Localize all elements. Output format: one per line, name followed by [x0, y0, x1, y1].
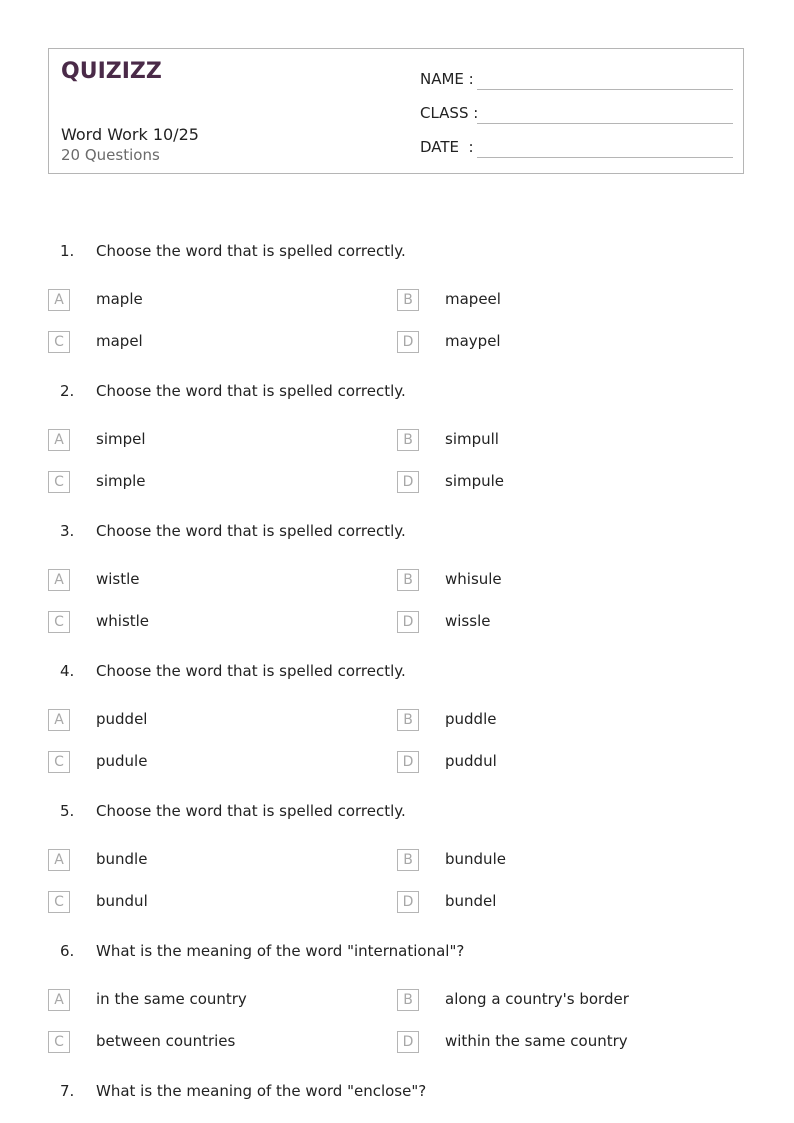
class-line: [477, 123, 733, 124]
option-d-text: puddul: [445, 752, 497, 770]
question-text: Choose the word that is spelled correctly.: [96, 662, 406, 680]
option-c-text: whistle: [96, 612, 150, 630]
name-field: [420, 66, 733, 90]
option-a-box[interactable]: A: [48, 569, 70, 591]
option-b-box[interactable]: B: [397, 709, 419, 731]
option-c-box[interactable]: C: [48, 471, 70, 493]
question-text: Choose the word that is spelled correctly.: [96, 382, 406, 400]
option-d-box[interactable]: D: [397, 751, 419, 773]
class-label: CLASS :: [420, 104, 479, 122]
option-d-text: maypel: [445, 332, 501, 350]
question-number: 7.: [60, 1082, 75, 1100]
option-c-text: simple: [96, 472, 146, 490]
option-c-box[interactable]: C: [48, 331, 70, 353]
option-a-text: maple: [96, 290, 143, 308]
option-a-box[interactable]: A: [48, 289, 70, 311]
question-text: Choose the word that is spelled correctly.: [96, 802, 406, 820]
option-b-text: whisule: [445, 570, 502, 588]
option-d-text: wissle: [445, 612, 491, 630]
option-a-text: simpel: [96, 430, 146, 448]
option-c-text: mapel: [96, 332, 143, 350]
option-a-text: bundle: [96, 850, 148, 868]
option-d-box[interactable]: D: [397, 891, 419, 913]
option-c-text: between countries: [96, 1032, 236, 1050]
option-b-box[interactable]: B: [397, 849, 419, 871]
option-b-box[interactable]: B: [397, 289, 419, 311]
option-c-box[interactable]: C: [48, 1031, 70, 1053]
option-c-box[interactable]: C: [48, 891, 70, 913]
option-b-text: along a country's border: [445, 990, 629, 1008]
worksheet-title: Word Work 10/25: [61, 125, 199, 144]
date-line: [477, 157, 733, 158]
question-text: What is the meaning of the word "international"?: [96, 942, 465, 960]
option-c-box[interactable]: C: [48, 751, 70, 773]
option-d-box[interactable]: D: [397, 471, 419, 493]
option-b-box[interactable]: B: [397, 989, 419, 1011]
question-number: 3.: [60, 522, 75, 540]
option-d-box[interactable]: D: [397, 611, 419, 633]
question-number: 2.: [60, 382, 75, 400]
option-b-text: puddle: [445, 710, 497, 728]
name-label: NAME :: [420, 70, 474, 88]
class-field: [420, 100, 733, 124]
option-c-text: pudule: [96, 752, 148, 770]
option-a-text: wistle: [96, 570, 140, 588]
option-c-text: bundul: [96, 892, 148, 910]
date-field: [420, 134, 733, 158]
option-b-text: simpull: [445, 430, 499, 448]
option-c-box[interactable]: C: [48, 611, 70, 633]
worksheet-header: [48, 48, 744, 174]
question-text: What is the meaning of the word "enclose"?: [96, 1082, 427, 1100]
option-d-text: simpule: [445, 472, 505, 490]
option-b-text: bundule: [445, 850, 506, 868]
question-text: Choose the word that is spelled correctly.: [96, 522, 406, 540]
date-label: DATE :: [420, 138, 474, 156]
question-number: 1.: [60, 242, 75, 260]
question-number: 4.: [60, 662, 75, 680]
question-number: 6.: [60, 942, 75, 960]
option-d-text: bundel: [445, 892, 497, 910]
option-a-text: puddel: [96, 710, 148, 728]
option-b-box[interactable]: B: [397, 429, 419, 451]
question-number: 5.: [60, 802, 75, 820]
quizizz-logo: QUIZIZZ: [61, 59, 162, 84]
question-text: Choose the word that is spelled correctly.: [96, 242, 406, 260]
option-b-box[interactable]: B: [397, 569, 419, 591]
option-a-text: in the same country: [96, 990, 247, 1008]
option-b-text: mapeel: [445, 290, 501, 308]
option-a-box[interactable]: A: [48, 989, 70, 1011]
option-a-box[interactable]: A: [48, 709, 70, 731]
option-d-box[interactable]: D: [397, 331, 419, 353]
option-d-text: within the same country: [445, 1032, 628, 1050]
option-d-box[interactable]: D: [397, 1031, 419, 1053]
option-a-box[interactable]: A: [48, 429, 70, 451]
name-line: [477, 89, 733, 90]
option-a-box[interactable]: A: [48, 849, 70, 871]
question-count: 20 Questions: [61, 146, 160, 164]
